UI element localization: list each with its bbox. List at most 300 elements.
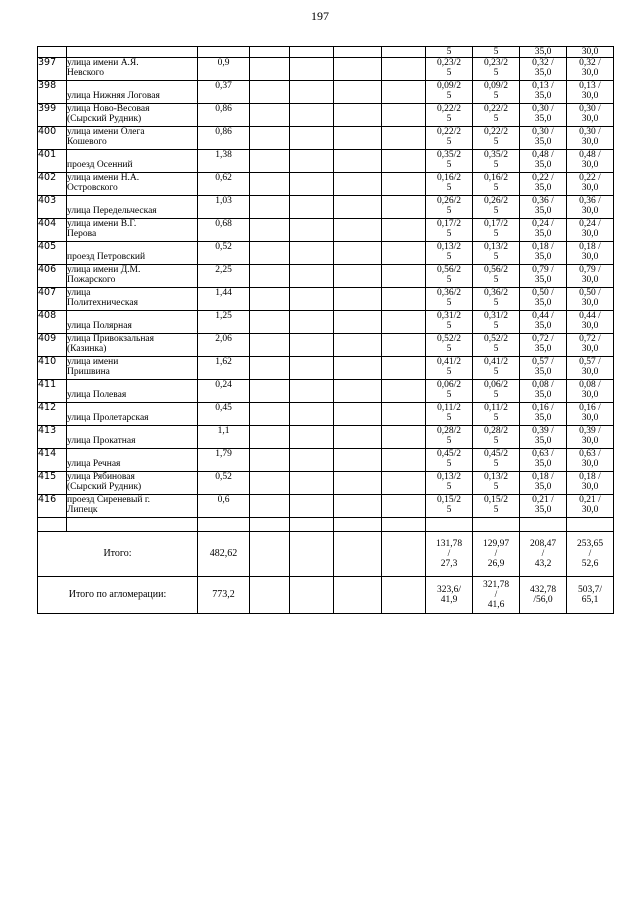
street-name-cell <box>67 472 198 495</box>
value-cell <box>567 127 614 150</box>
table-row <box>38 104 614 127</box>
value-cell <box>520 472 567 495</box>
value-cell <box>426 472 473 495</box>
street-name-cell <box>67 288 198 311</box>
street-name-cell <box>67 449 198 472</box>
street-name-cell <box>67 265 198 288</box>
value-text: 0,31/2 5 <box>483 311 508 331</box>
value-cell <box>567 242 614 265</box>
street-name: улица Передельческая <box>67 206 157 216</box>
table-row <box>38 288 614 311</box>
empty-cell <box>290 242 334 265</box>
row-number: 409 <box>38 334 67 357</box>
value-cell <box>567 265 614 288</box>
value-text: 0,28/2 5 <box>483 426 508 446</box>
length-cell: 0,68 <box>198 219 250 242</box>
value-cell <box>426 426 473 449</box>
value-cell <box>473 242 520 265</box>
value-cell <box>567 288 614 311</box>
value-text: 0,36/2 5 <box>436 288 461 308</box>
length-cell: 0,9 <box>198 58 250 81</box>
length-cell: 1,44 <box>198 288 250 311</box>
empty-cell <box>250 196 290 219</box>
value-text: 0,23/2 5 <box>436 58 461 78</box>
length-cell: 1,03 <box>198 196 250 219</box>
table-cell <box>250 47 290 58</box>
empty-cell <box>290 380 334 403</box>
table-row <box>38 380 614 403</box>
street-name: улица Прокатная <box>67 436 136 446</box>
empty-cell <box>67 518 198 532</box>
empty-cell <box>38 518 67 532</box>
empty-cell <box>290 219 334 242</box>
value-cell <box>473 288 520 311</box>
empty-cell <box>382 472 426 495</box>
row-number: 414 <box>38 449 67 472</box>
value-text: 0,79 / 30,0 <box>579 265 601 285</box>
value-text: 0,39 / 30,0 <box>579 426 601 446</box>
empty-cell <box>250 577 290 614</box>
value-cell <box>426 219 473 242</box>
street-name-cell <box>67 334 198 357</box>
empty-cell <box>250 173 290 196</box>
value-cell <box>520 81 567 104</box>
value-text: 0,13 / 30,0 <box>579 81 601 101</box>
value-text: 0,08 / 30,0 <box>579 380 601 400</box>
total-label: Итого: <box>38 532 198 577</box>
empty-cell <box>290 403 334 426</box>
agglomeration-total-row <box>38 577 614 614</box>
value-cell <box>567 81 614 104</box>
empty-cell <box>334 127 382 150</box>
value-cell <box>567 311 614 334</box>
empty-cell <box>290 472 334 495</box>
length-cell: 0,24 <box>198 380 250 403</box>
table-cell <box>290 47 334 58</box>
value-cell <box>567 334 614 357</box>
value-text: 0,72 / 30,0 <box>579 334 601 354</box>
empty-cell <box>382 532 426 577</box>
empty-cell <box>382 449 426 472</box>
total-value: 432,78 /56,0 <box>529 585 557 605</box>
row-number: 399 <box>38 104 67 127</box>
value-cell <box>520 311 567 334</box>
length-cell: 1,38 <box>198 150 250 173</box>
row-number: 407 <box>38 288 67 311</box>
street-name: проезд Осенний <box>67 160 133 170</box>
street-name: улица Полярная <box>67 321 132 331</box>
value-text: 0,22 / 30,0 <box>579 173 601 193</box>
empty-cell <box>290 495 334 518</box>
length-cell: 0,86 <box>198 127 250 150</box>
length-cell: 0,86 <box>198 104 250 127</box>
value-cell <box>426 495 473 518</box>
value-text: 0,22/2 5 <box>436 127 461 147</box>
value-cell <box>520 127 567 150</box>
empty-cell <box>334 104 382 127</box>
value-text: 0,13 / 35,0 <box>532 81 554 101</box>
value-cell: 5 <box>473 47 520 58</box>
table-body <box>38 47 614 614</box>
empty-cell <box>382 403 426 426</box>
value-text: 0,39 / 35,0 <box>532 426 554 446</box>
value-text: 0,28/2 5 <box>436 426 461 446</box>
total-label: Итого по агломерации: <box>38 577 198 614</box>
value-text: 0,56/2 5 <box>483 265 508 285</box>
row-number: 408 <box>38 311 67 334</box>
value-cell: 30,0 <box>567 47 614 58</box>
street-name: улица Речная <box>67 459 121 469</box>
value-cell <box>473 219 520 242</box>
value-cell <box>426 449 473 472</box>
value-text: 0,18 / 35,0 <box>532 242 554 262</box>
value-cell <box>520 58 567 81</box>
value-cell <box>567 104 614 127</box>
value-cell <box>567 495 614 518</box>
row-number: 405 <box>38 242 67 265</box>
empty-cell <box>334 449 382 472</box>
empty-cell <box>250 127 290 150</box>
length-cell: 2,25 <box>198 265 250 288</box>
street-name: улица Полевая <box>67 390 127 400</box>
value-text: 0,17/2 5 <box>483 219 508 239</box>
empty-cell <box>382 150 426 173</box>
row-number: 406 <box>38 265 67 288</box>
value-cell <box>520 242 567 265</box>
value-text: 0,18 / 35,0 <box>532 472 554 492</box>
street-name-cell <box>67 58 198 81</box>
empty-cell <box>334 577 382 614</box>
value-cell <box>473 472 520 495</box>
table-row <box>38 403 614 426</box>
value-cell <box>567 357 614 380</box>
empty-cell <box>334 426 382 449</box>
total-row <box>38 532 614 577</box>
value-cell <box>520 357 567 380</box>
total-value: 131,78 / 27,3 <box>435 539 463 569</box>
data-table <box>37 46 614 614</box>
street-name-cell <box>67 173 198 196</box>
value-cell <box>567 219 614 242</box>
value-text: 0,48 / 30,0 <box>579 150 601 170</box>
row-number: 401 <box>38 150 67 173</box>
empty-cell <box>334 495 382 518</box>
page-number: 197 <box>311 9 329 23</box>
value-text: 0,52/2 5 <box>436 334 461 354</box>
empty-cell <box>382 495 426 518</box>
value-cell <box>426 403 473 426</box>
value-text: 0,17/2 5 <box>436 219 461 239</box>
value-text: 0,30 / 35,0 <box>532 104 554 124</box>
table-row <box>38 334 614 357</box>
empty-cell <box>290 173 334 196</box>
table-row <box>38 495 614 518</box>
value-text: 0,48 / 35,0 <box>532 150 554 170</box>
value-text: 0,63 / 35,0 <box>532 449 554 469</box>
value-text: 0,32 / 30,0 <box>579 58 601 78</box>
value-cell: 5 <box>426 47 473 58</box>
street-name-cell <box>67 219 198 242</box>
empty-cell <box>290 357 334 380</box>
value-text: 0,31/2 5 <box>436 311 461 331</box>
empty-cell <box>250 426 290 449</box>
row-number: 410 <box>38 357 67 380</box>
value-cell <box>426 104 473 127</box>
table-row <box>38 357 614 380</box>
value-text: 0,32 / 35,0 <box>532 58 554 78</box>
table-cell <box>67 47 198 58</box>
street-name-cell <box>67 426 198 449</box>
value-text: 0,11/2 5 <box>484 403 508 423</box>
empty-cell <box>250 104 290 127</box>
empty-cell <box>382 334 426 357</box>
empty-cell <box>567 518 614 532</box>
empty-cell <box>290 577 334 614</box>
value-cell <box>426 357 473 380</box>
length-cell: 0,52 <box>198 472 250 495</box>
value-text: 0,50 / 35,0 <box>532 288 554 308</box>
row-number: 403 <box>38 196 67 219</box>
empty-cell <box>382 127 426 150</box>
street-name: улица имени В.Г. Перова <box>67 219 137 239</box>
value-cell <box>520 104 567 127</box>
value-text: 0,22/2 5 <box>483 127 508 147</box>
empty-cell <box>290 334 334 357</box>
value-cell <box>520 219 567 242</box>
value-text: 0,30 / 30,0 <box>579 127 601 147</box>
value-cell <box>473 380 520 403</box>
value-text: 0,56/2 5 <box>436 265 461 285</box>
total-value: 129,97 / 26,9 <box>482 539 510 569</box>
empty-cell <box>250 81 290 104</box>
total-value: 208,47 / 43,2 <box>529 539 557 569</box>
length-cell: 1,25 <box>198 311 250 334</box>
value-cell <box>520 449 567 472</box>
empty-cell <box>250 357 290 380</box>
length-cell: 1,62 <box>198 357 250 380</box>
table-row <box>38 219 614 242</box>
value-text: 0,13/2 5 <box>436 242 461 262</box>
value-text: 0,08 / 35,0 <box>532 380 554 400</box>
empty-cell <box>334 288 382 311</box>
total-value-cell <box>426 532 473 577</box>
value-text: 0,26/2 5 <box>436 196 461 216</box>
value-cell <box>426 58 473 81</box>
value-text: 0,50 / 30,0 <box>579 288 601 308</box>
value-text: 0,24 / 30,0 <box>579 219 601 239</box>
value-text: 0,44 / 30,0 <box>579 311 601 331</box>
value-cell <box>473 265 520 288</box>
length-cell: 1,1 <box>198 426 250 449</box>
empty-cell <box>250 288 290 311</box>
value-cell <box>520 196 567 219</box>
value-text: 0,22/2 5 <box>483 104 508 124</box>
empty-cell <box>334 81 382 104</box>
empty-cell <box>290 150 334 173</box>
empty-cell <box>382 518 426 532</box>
value-text: 0,72 / 35,0 <box>532 334 554 354</box>
street-name-cell <box>67 127 198 150</box>
empty-cell <box>382 265 426 288</box>
street-name: улица имени Пришвина <box>67 357 119 377</box>
empty-cell <box>198 518 250 532</box>
empty-cell <box>473 518 520 532</box>
value-text: 0,36 / 35,0 <box>532 196 554 216</box>
empty-cell <box>334 472 382 495</box>
empty-cell <box>334 265 382 288</box>
total-value: 503,7/ 65,1 <box>577 585 602 605</box>
empty-cell <box>250 532 290 577</box>
value-text: 0,09/2 5 <box>436 81 461 101</box>
table-cell <box>198 47 250 58</box>
row-number: 398 <box>38 81 67 104</box>
value-cell <box>520 426 567 449</box>
street-name-cell <box>67 104 198 127</box>
value-text: 0,23/2 5 <box>483 58 508 78</box>
empty-cell <box>250 518 290 532</box>
length-cell: 0,62 <box>198 173 250 196</box>
row-number: 416 <box>38 495 67 518</box>
empty-cell <box>250 403 290 426</box>
empty-cell <box>334 403 382 426</box>
empty-cell <box>290 58 334 81</box>
total-value-cell <box>426 577 473 614</box>
value-text: 0,21 / 35,0 <box>532 495 554 515</box>
value-text: 0,30 / 35,0 <box>532 127 554 147</box>
value-text: 0,13/2 5 <box>436 472 461 492</box>
value-text: 0,22/2 5 <box>436 104 461 124</box>
empty-cell <box>334 357 382 380</box>
value-text: 0,63 / 30,0 <box>579 449 601 469</box>
empty-cell <box>334 150 382 173</box>
row-number: 412 <box>38 403 67 426</box>
value-cell <box>426 150 473 173</box>
value-cell <box>473 173 520 196</box>
length-cell: 2,06 <box>198 334 250 357</box>
row-number: 413 <box>38 426 67 449</box>
value-cell <box>520 495 567 518</box>
table-row <box>38 150 614 173</box>
empty-cell <box>250 449 290 472</box>
total-value: 323,6/ 41,9 <box>436 585 461 605</box>
empty-cell <box>290 449 334 472</box>
row-number: 402 <box>38 173 67 196</box>
total-value-cell <box>567 577 614 614</box>
street-name: улица имени Олега Кошевого <box>67 127 145 147</box>
value-cell <box>473 311 520 334</box>
value-cell <box>473 426 520 449</box>
total-length: 482,62 <box>198 532 250 577</box>
value-cell <box>426 311 473 334</box>
empty-cell <box>290 104 334 127</box>
empty-cell <box>334 219 382 242</box>
empty-cell <box>334 242 382 265</box>
value-cell <box>426 380 473 403</box>
table-row-empty <box>38 518 614 532</box>
value-text: 0,36/2 5 <box>483 288 508 308</box>
value-cell <box>567 472 614 495</box>
table-row <box>38 472 614 495</box>
empty-cell <box>382 173 426 196</box>
street-name: улица Привокзальная (Казинка) <box>67 334 154 354</box>
value-cell <box>567 426 614 449</box>
value-text: 0,35/2 5 <box>436 150 461 170</box>
empty-cell <box>382 219 426 242</box>
value-cell <box>473 449 520 472</box>
value-cell <box>520 288 567 311</box>
table-row <box>38 196 614 219</box>
empty-cell <box>290 426 334 449</box>
empty-cell <box>290 518 334 532</box>
value-cell <box>426 173 473 196</box>
value-text: 0,41/2 5 <box>436 357 461 377</box>
street-name: улица Рябиновая (Сырский Рудник) <box>67 472 142 492</box>
table-cell <box>382 47 426 58</box>
value-cell: 35,0 <box>520 47 567 58</box>
street-name: улица имени Д.М. Пожарского <box>67 265 141 285</box>
empty-cell <box>334 173 382 196</box>
total-value: 321,78 / 41,6 <box>482 580 510 610</box>
value-cell <box>473 357 520 380</box>
table-row <box>38 265 614 288</box>
table-cell <box>334 47 382 58</box>
empty-cell <box>250 265 290 288</box>
empty-cell <box>290 311 334 334</box>
empty-cell <box>382 81 426 104</box>
value-cell <box>426 127 473 150</box>
empty-cell <box>334 532 382 577</box>
street-name-cell <box>67 196 198 219</box>
value-text: 0,57 / 35,0 <box>532 357 554 377</box>
value-cell <box>567 150 614 173</box>
empty-cell <box>250 380 290 403</box>
empty-cell <box>334 518 382 532</box>
total-value-cell <box>473 532 520 577</box>
street-name-cell <box>67 311 198 334</box>
value-cell <box>567 173 614 196</box>
table-row <box>38 58 614 81</box>
street-name: улица Нижняя Логовая <box>67 91 160 101</box>
empty-cell <box>334 334 382 357</box>
value-cell <box>567 58 614 81</box>
empty-cell <box>382 104 426 127</box>
length-cell: 0,6 <box>198 495 250 518</box>
value-cell <box>426 334 473 357</box>
value-text: 0,16/2 5 <box>436 173 461 193</box>
empty-cell <box>250 311 290 334</box>
value-text: 0,22 / 35,0 <box>532 173 554 193</box>
street-name: улица Политехническая <box>67 288 138 308</box>
total-value-cell <box>567 532 614 577</box>
value-cell <box>520 380 567 403</box>
value-text: 0,35/2 5 <box>483 150 508 170</box>
empty-cell <box>382 357 426 380</box>
value-cell <box>426 196 473 219</box>
value-text: 0,09/2 5 <box>483 81 508 101</box>
street-name: улица имени А.Я. Невского <box>67 58 139 78</box>
length-cell: 0,37 <box>198 81 250 104</box>
value-cell <box>520 403 567 426</box>
value-text: 0,15/2 5 <box>483 495 508 515</box>
value-cell <box>473 127 520 150</box>
value-text: 0,06/2 5 <box>483 380 508 400</box>
value-text: 0,26/2 5 <box>483 196 508 216</box>
value-cell <box>520 334 567 357</box>
street-name: улица Ново-Весовая (Сырский Рудник) <box>67 104 150 124</box>
empty-cell <box>290 127 334 150</box>
empty-cell <box>250 58 290 81</box>
street-name: улица имени Н.А. Островского <box>67 173 140 193</box>
